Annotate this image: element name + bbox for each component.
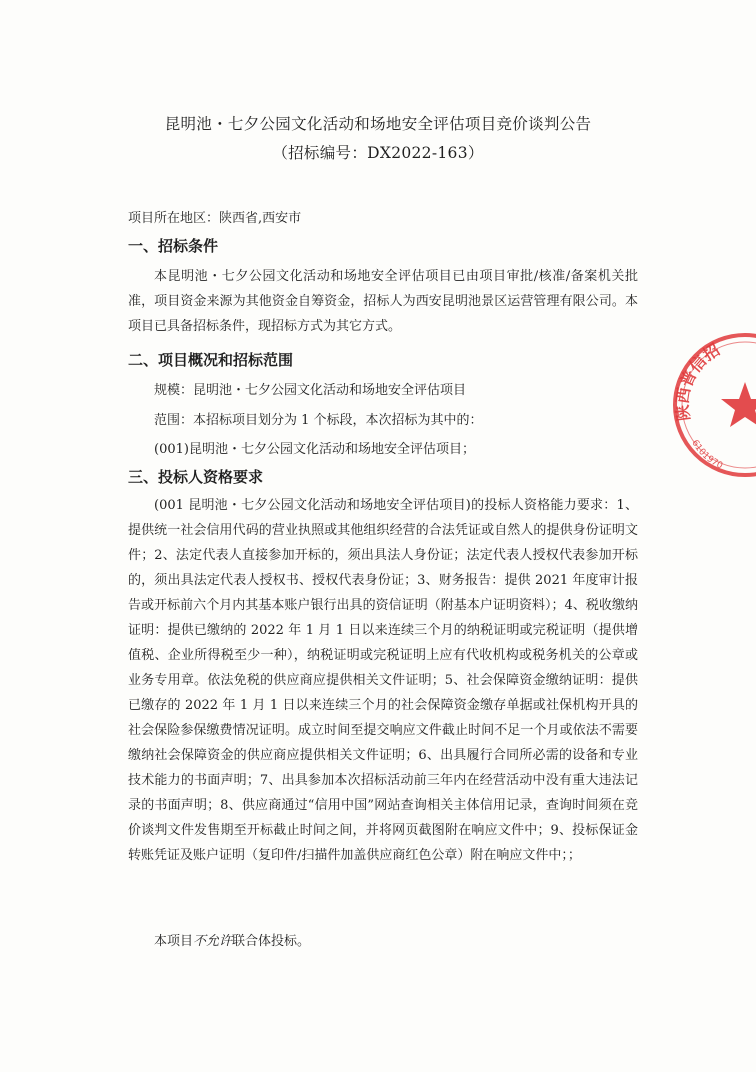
consortium-prefix: 本项目 [154,934,194,949]
bid-number: （招标编号：DX2022-163） [272,144,484,162]
consortium-statement [154,930,310,949]
section-2-heading: 二、项目概况和招标范围 [128,351,294,369]
consortium-suffix: 联合体投标。 [232,934,311,949]
project-lot: (001)昆明池・七夕公园文化活动和场地安全评估项目； [154,442,475,457]
company-seal [670,330,756,480]
seal-number: 6101970 [689,438,725,472]
seal-star-icon [721,382,756,427]
seal-text: 陕西普信招 [672,340,724,423]
section-1-heading: 一、招标条件 [128,237,219,255]
section-3-heading: 三、投标人资格要求 [128,468,264,486]
announcement-title: 昆明池・七夕公园文化活动和场地安全评估项目竞价谈判公告 [164,115,592,133]
project-region: 项目所在地区：陕西省,西安市 [128,211,302,226]
section-3-body: (001 昆明池・七夕公园文化活动和场地安全评估项目)的投标人资格能力要求：1、提供统一社会信用代码的营业执照或其他组织经营的合法凭证或自然人的提供身份证明文件；2、法定代表人直接参加开标的，须出具法人身份证；法定代表人授权代表参加开标的，须出具法定代表人授权书、授权代表身份证；3、财务报告：提供 2021 年度审计报告或开标前六个月内其基本账户银行出具的资信证明（附基本户证明资料）；4、税收缴纳证明：提供已缴纳的 2022 年 1 月 1 日以来连续三个月的纳税证明或完税证明（提供增值税、企业所得税至少一种），纳税证明或完税证明上应有代收机构或税务机关的公章或业务专用章。依法免税的供应商应提供相关文件证明；5、社会保障资金缴纳证明：提供已缴存的 2022 年 1 月 1 日以来连续三个月的社会保障资金缴存单据或社保机构开具的社会保险参保缴费情况证明。成立时间至提交响应文件截止时间不足一个月或依法不需要缴纳社会保障资金的供应商应提供相关文件证明；6、出具履行合同所必需的设备和专业技术能力的书面声明；7、出具参加本次招标活动前三年内在经营活动中没有重大违法记录的书面声明；8、供应商通过“信用中国”网站查询相关主体信用记录，查询时间须在竞价谈判文件发售期至开标截止时间之间，并将网页截图附在响应文件中；9、投标保证金转账凭证及账户证明（复印件/扫描件加盖供应商红色公章）附在响应文件中；； [128,498,638,863]
project-scale: 规模：昆明池・七夕公园文化活动和场地安全评估项目 [154,383,467,398]
project-scope: 范围：本招标项目划分为 1 个标段，本次招标为其中的： [154,413,483,428]
consortium-flag: 不允许 [193,934,233,949]
section-1-body: 本昆明池・七夕公园文化活动和场地安全评估项目已由项目审批/核准/备案机关批准，项目资金来源为其他资金自筹资金，招标人为西安昆明池景区运营管理有限公司。本项目已具备招标条件，现招标方式为其它方式。 [128,269,638,334]
